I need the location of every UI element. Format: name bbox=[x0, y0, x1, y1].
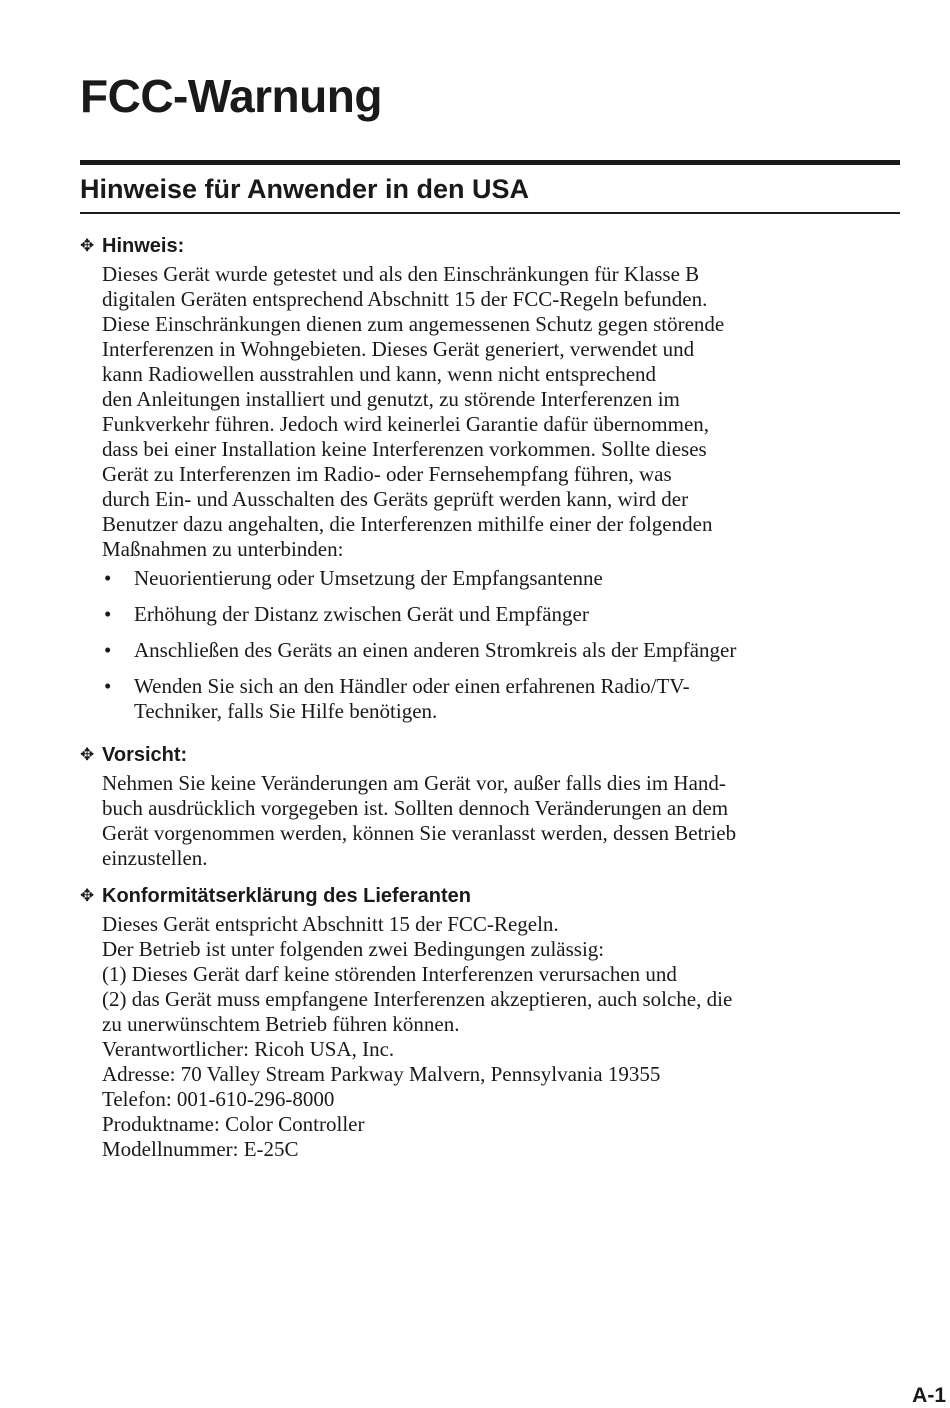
text-line: Modellnummer: E-25C bbox=[102, 1137, 299, 1161]
text-line: Telefon: 001-610-296-8000 bbox=[102, 1087, 335, 1111]
text-line: Interferenzen in Wohngebieten. Dieses Gerät generiert, verwendet und bbox=[102, 337, 695, 361]
title-rule-top bbox=[80, 160, 900, 165]
bullet-icon: • bbox=[104, 674, 112, 698]
page-number: A-1 bbox=[912, 1384, 946, 1407]
list-item bbox=[102, 602, 900, 627]
text-line: Gerät vorgenommen werden, können Sie veranlasst werden, dessen Betrieb bbox=[102, 821, 737, 845]
text-line: Gerät zu Interferenzen im Radio- oder Fernsehempfang führen, was bbox=[102, 462, 672, 486]
text-line: Nehmen Sie keine Veränderungen am Gerät vor, außer falls dies im Hand- bbox=[102, 771, 726, 795]
text-line: durch Ein- und Ausschalten des Geräts geprüft werden kann, wird der bbox=[102, 487, 689, 511]
heading-label: Hinweis: bbox=[102, 235, 185, 257]
section-hinweis bbox=[80, 234, 900, 735]
text-line: Neuorientierung oder Umsetzung der Empfangsantenne bbox=[134, 566, 603, 590]
text-line: Der Betrieb ist unter folgenden zwei Bedingungen zulässig: bbox=[102, 937, 605, 961]
bullet-icon: • bbox=[104, 638, 112, 662]
text-line: dass bei einer Installation keine Interferenzen vorkommen. Sollte dieses bbox=[102, 437, 707, 461]
text-line: Diese Einschränkungen dienen zum angemessenen Schutz gegen störende bbox=[102, 312, 725, 336]
paragraph-konformitaet bbox=[102, 912, 900, 1162]
text-line: Dieses Gerät wurde getestet und als den Einschränkungen für Klasse B bbox=[102, 262, 700, 286]
text-line: einzustellen. bbox=[102, 846, 208, 870]
bullet-icon: • bbox=[104, 602, 112, 626]
heading-label: Vorsicht: bbox=[102, 744, 188, 766]
paragraph-hinweis bbox=[102, 262, 900, 562]
text-line: Verantwortlicher: Ricoh USA, Inc. bbox=[102, 1037, 395, 1061]
text-line: Benutzer dazu angehalten, die Interferenzen mithilfe einer der folgenden bbox=[102, 512, 713, 536]
heading-label: Konformitätserklärung des Lieferanten bbox=[102, 885, 471, 907]
section-vorsicht bbox=[80, 743, 900, 871]
list-item bbox=[102, 638, 900, 663]
text-line: Maßnahmen zu unterbinden: bbox=[102, 537, 344, 561]
text-line: Dieses Gerät entspricht Abschnitt 15 der FCC-Regeln. bbox=[102, 912, 559, 936]
four-arrows-icon: ✥ bbox=[80, 886, 95, 906]
text-line: kann Radiowellen ausstrahlen und kann, wenn nicht entsprechend bbox=[102, 362, 657, 386]
section-subtitle: Hinweise für Anwender in den USA bbox=[80, 174, 530, 204]
section-konformitaet bbox=[80, 884, 900, 1162]
bullet-icon: • bbox=[104, 566, 112, 590]
list-item bbox=[102, 674, 900, 724]
text-line: Adresse: 70 Valley Stream Parkway Malvern, Pennsylvania 19355 bbox=[102, 1062, 661, 1086]
section-heading-hinweis bbox=[80, 234, 900, 258]
text-line: (1) Dieses Gerät darf keine störenden Interferenzen verursachen und bbox=[102, 962, 677, 986]
text-line: den Anleitungen installiert und genutzt, zu störende Interferenzen im bbox=[102, 387, 680, 411]
text-line: (2) das Gerät muss empfangene Interferenzen akzeptieren, auch solche, die bbox=[102, 987, 733, 1011]
section-heading-konformitaet bbox=[80, 884, 900, 908]
text-line: Anschließen des Geräts an einen anderen Stromkreis als der Empfänger bbox=[134, 638, 737, 662]
title-rule-bottom bbox=[80, 212, 900, 214]
text-line: Wenden Sie sich an den Händler oder einen erfahrenen Radio/TV- bbox=[134, 674, 690, 698]
four-arrows-icon: ✥ bbox=[80, 236, 95, 256]
list-item bbox=[102, 566, 900, 591]
four-arrows-icon: ✥ bbox=[80, 745, 95, 765]
bullet-list bbox=[102, 566, 900, 724]
page-title: FCC-Warnung bbox=[80, 70, 382, 122]
text-line: zu unerwünschtem Betrieb führen können. bbox=[102, 1012, 460, 1036]
text-line: Erhöhung der Distanz zwischen Gerät und Empfänger bbox=[134, 602, 589, 626]
text-line: Produktname: Color Controller bbox=[102, 1112, 365, 1136]
text-line: digitalen Geräten entsprechend Abschnitt 15 der FCC-Regeln befunden. bbox=[102, 287, 708, 311]
paragraph-vorsicht bbox=[102, 771, 900, 871]
text-line: buch ausdrücklich vorgegeben ist. Sollten dennoch Veränderungen an dem bbox=[102, 796, 729, 820]
section-heading-vorsicht bbox=[80, 743, 900, 767]
text-line: Funkverkehr führen. Jedoch wird keinerlei Garantie dafür übernommen, bbox=[102, 412, 710, 436]
text-line: Techniker, falls Sie Hilfe benötigen. bbox=[134, 699, 438, 723]
